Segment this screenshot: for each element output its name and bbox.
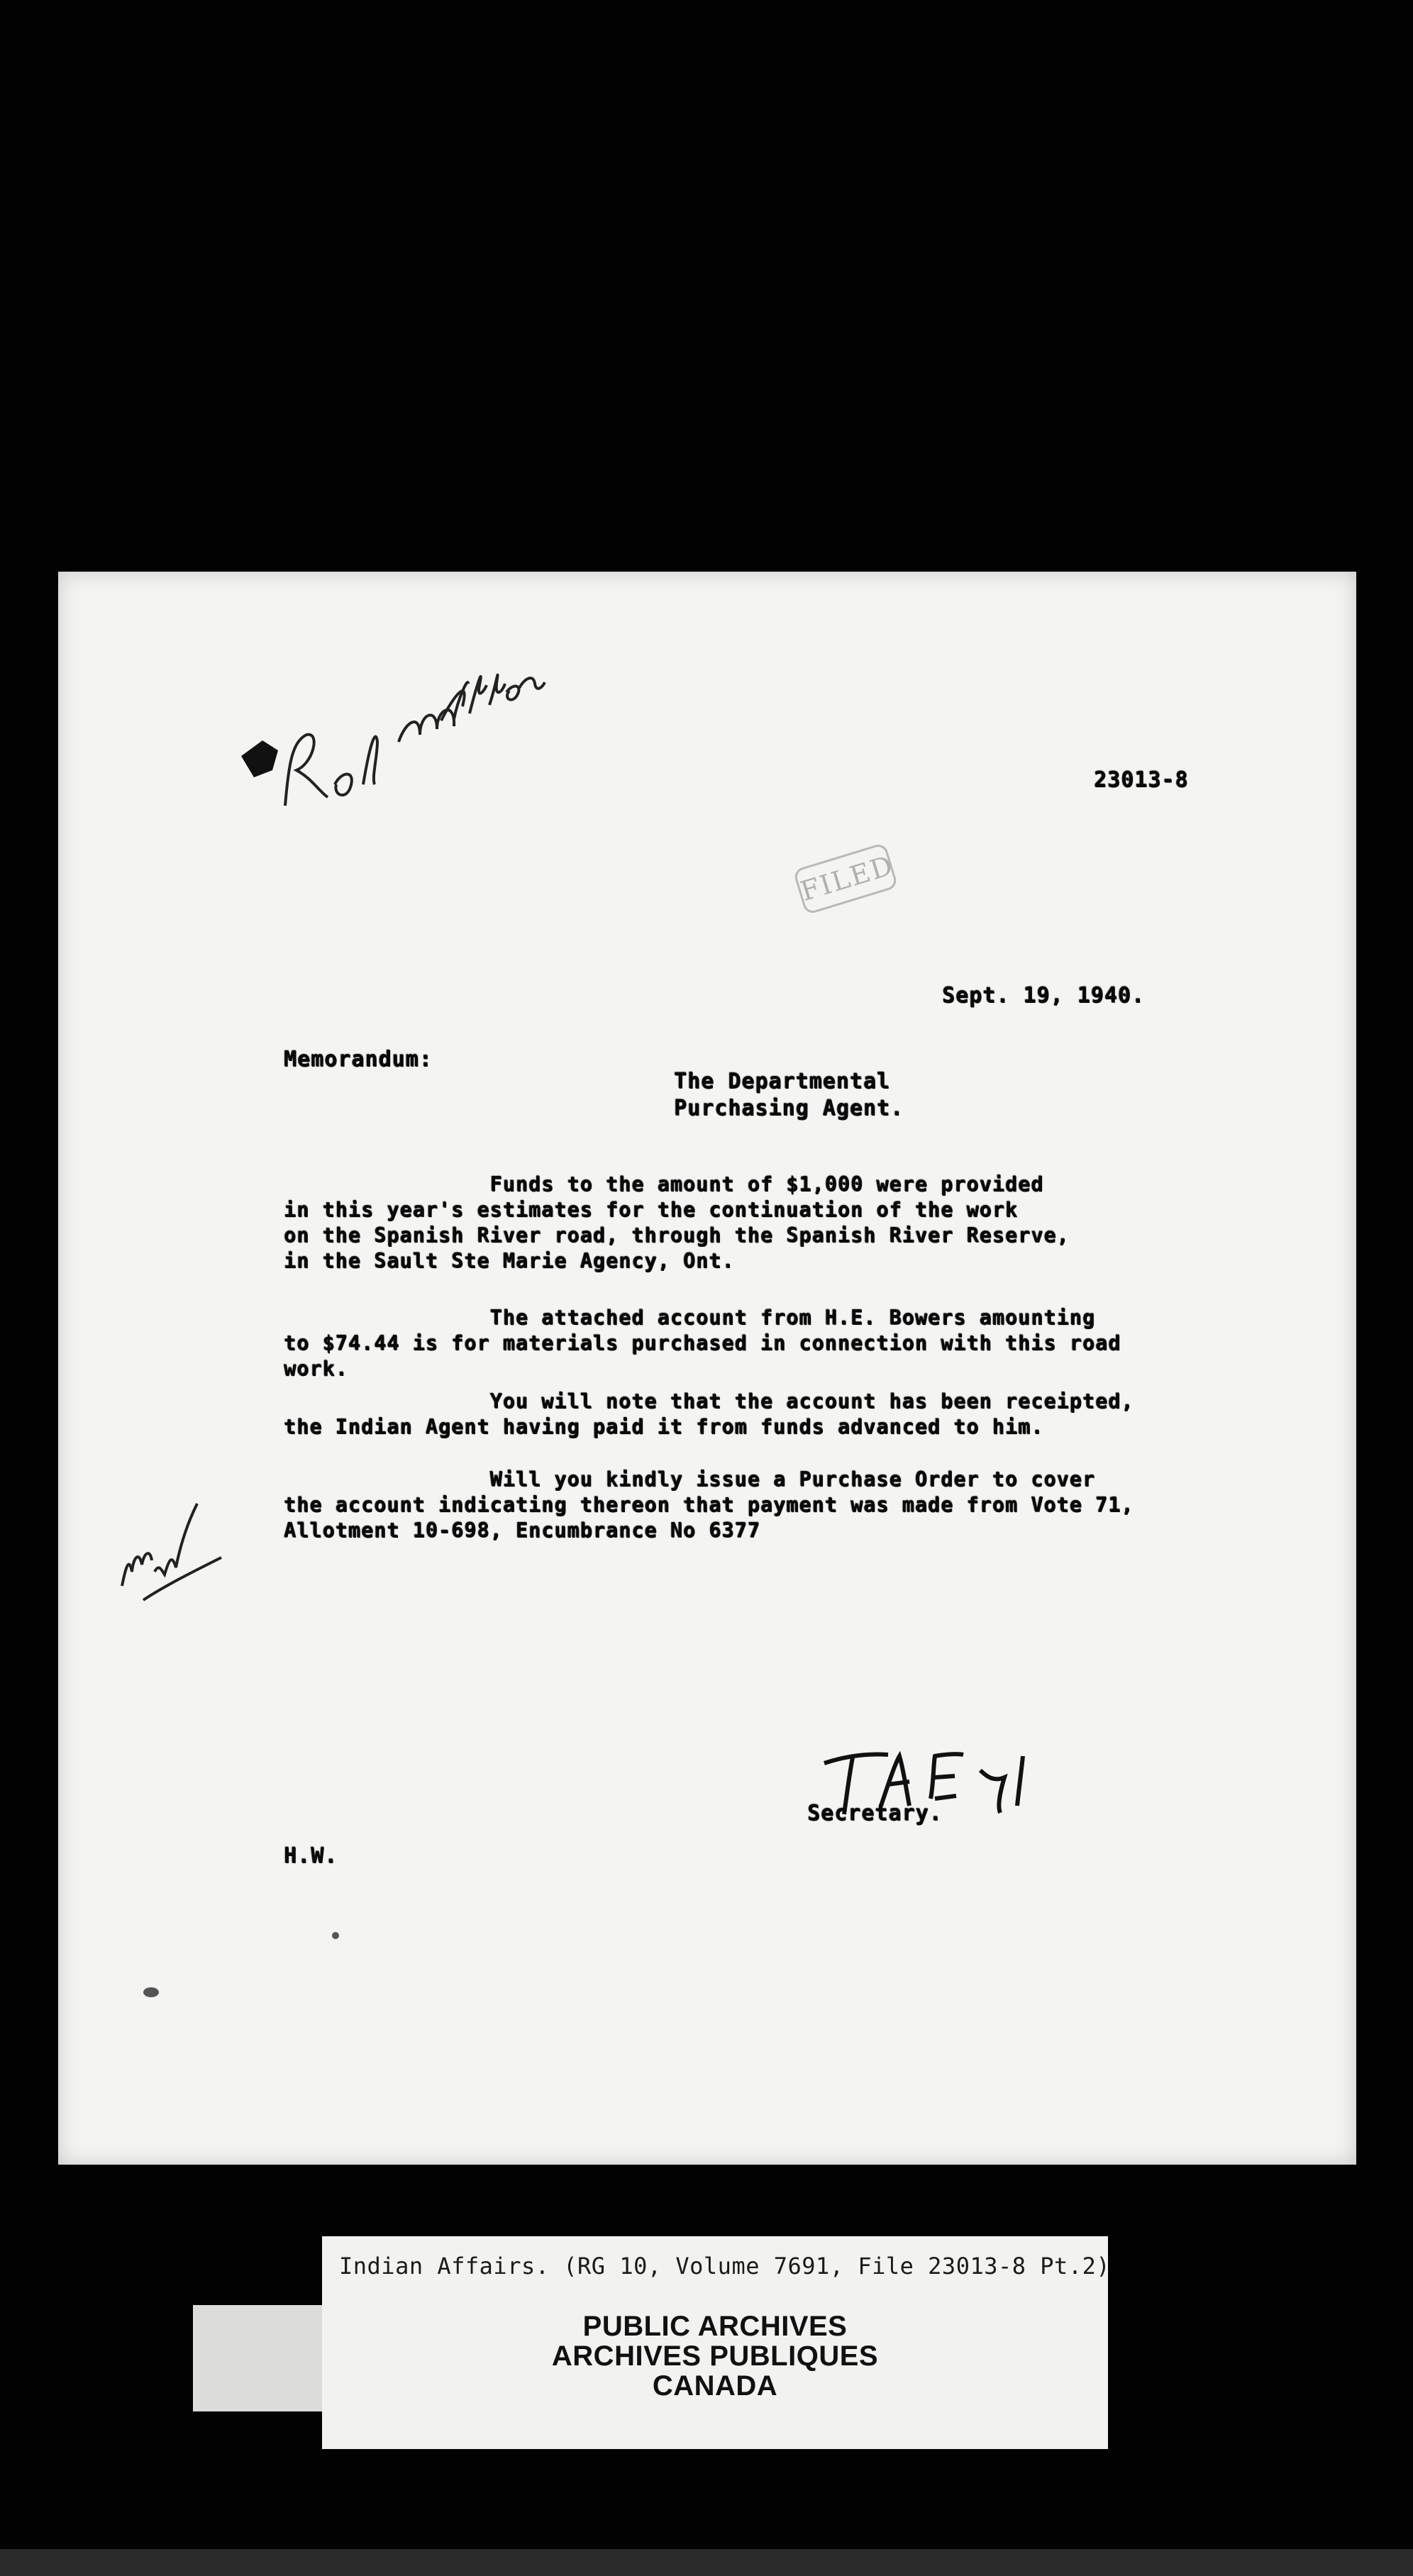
archive-name-line-3: CANADA <box>652 2370 778 2402</box>
typist-initials: H.W. <box>284 1843 338 1868</box>
paragraph-1: Funds to the amount of $1,000 were provided in this year's estimates for the continuation of the work on the Spanish River road, through the Spanish River Reserve, in the Sault Ste Marie Agency, Ont. <box>284 1172 1070 1272</box>
addressee-line-1: The Departmental <box>674 1069 890 1094</box>
signature-title: Secretary. <box>807 1801 943 1826</box>
ink-blot <box>143 1987 159 1997</box>
paragraph-4: Will you kindly issue a Purchase Order to cover the account indicating thereon that payment was made from Vote 71, Allotment 10-698, Encumbrance No 6377 <box>284 1467 1134 1542</box>
addressee <box>674 1068 904 1122</box>
handwritten-margin-initials <box>115 1494 228 1607</box>
memo-page <box>58 572 1356 2165</box>
addressee-line-2: Purchasing Agent. <box>674 1096 904 1121</box>
paragraph-2: The attached account from H.E. Bowers amounting to $74.44 is for materials purchased in connection with this road work. <box>284 1306 1121 1380</box>
file-number: 23013-8 <box>1094 767 1189 792</box>
film-edge <box>0 2549 1413 2576</box>
filed-stamp: FILED <box>792 843 898 916</box>
archive-reference: Indian Affairs. (RG 10, Volume 7691, File 23013-8 Pt.2) <box>339 2253 1111 2280</box>
handwritten-reference-note <box>228 614 555 820</box>
archive-name-line-2: ARCHIVES PUBLIQUES <box>551 2341 879 2372</box>
ink-speck <box>332 1932 339 1939</box>
memo-date: Sept. 19, 1940. <box>942 983 1145 1008</box>
archive-name-line-1: PUBLIC ARCHIVES <box>582 2311 848 2342</box>
paragraph-3: You will note that the account has been receipted, the Indian Agent having paid it from funds advanced to him. <box>284 1389 1134 1438</box>
memo-heading: Memorandum: <box>284 1047 433 1072</box>
